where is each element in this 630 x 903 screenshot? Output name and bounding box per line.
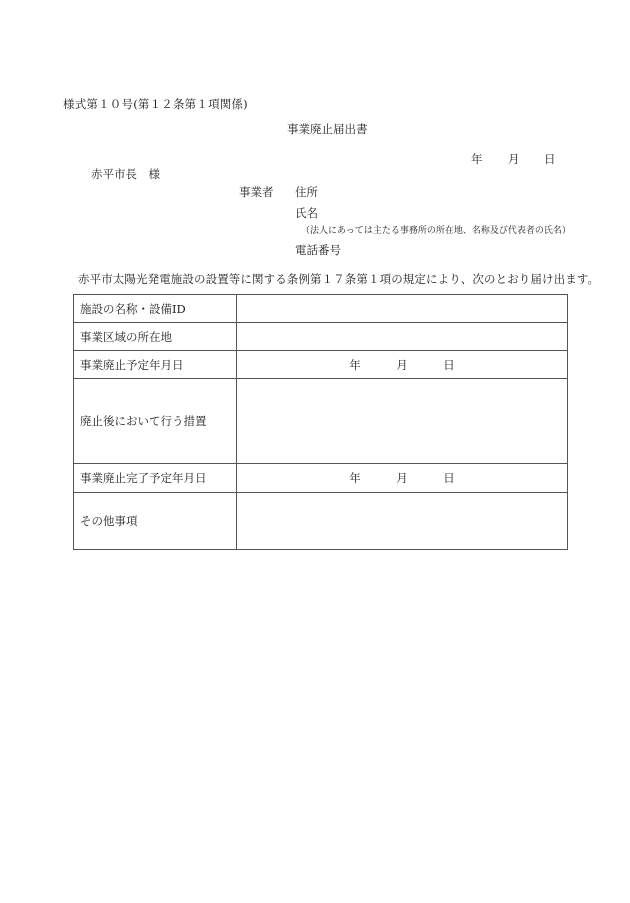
notification-form-table: [73, 294, 568, 550]
table-row: [74, 379, 568, 464]
field-other-matters[interactable]: [237, 493, 568, 550]
row-label-planned-abolition-date: 事業廃止予定年月日: [74, 351, 237, 379]
date-year-label: 年: [349, 471, 361, 485]
document-title: 事業廃止届出書: [287, 122, 368, 136]
date-month-label: 月: [508, 152, 520, 166]
date-day-label: 日: [544, 152, 556, 166]
row-label-location: 事業区域の所在地: [74, 323, 237, 351]
date-day-label: 日: [443, 471, 455, 485]
table-row: [74, 323, 568, 351]
field-completion-date[interactable]: [237, 464, 568, 493]
date-month-label: 月: [396, 357, 408, 372]
field-facility-name[interactable]: [237, 295, 568, 323]
name-label: 氏名: [295, 206, 318, 220]
row-label-completion-date: 事業廃止完了予定年月日: [74, 464, 237, 493]
intro-text: 赤平市太陽光発電施設の設置等に関する条例第１７条第１項の規定により、次のとおり届け出ます。: [78, 272, 600, 286]
field-planned-abolition-date[interactable]: [237, 351, 568, 379]
table-row: [74, 295, 568, 323]
addressee: 赤平市長 様: [91, 167, 160, 181]
date-month-label: 月: [396, 471, 408, 485]
table-row: [74, 493, 568, 550]
applicant-label: 事業者: [239, 185, 274, 199]
row-label-facility-name: 施設の名称・設備ID: [74, 295, 237, 323]
field-location[interactable]: [237, 323, 568, 351]
table-row: [74, 351, 568, 379]
form-number: 様式第１０号(第１２条第１項関係): [63, 97, 248, 111]
phone-label: 電話番号: [295, 243, 341, 257]
name-note: （法人にあっては主たる事務所の所在地、名称及び代表者の氏名）: [301, 226, 571, 236]
address-label: 住所: [295, 185, 318, 199]
table-row: [74, 464, 568, 493]
row-label-other-matters: その他事項: [74, 493, 237, 550]
field-post-abolition-measures[interactable]: [237, 379, 568, 464]
date-year-label: 年: [471, 152, 483, 166]
date-year-label: 年: [349, 357, 361, 372]
row-label-post-abolition-measures: 廃止後において行う措置: [74, 379, 237, 464]
date-day-label: 日: [443, 357, 455, 372]
submission-date: [471, 152, 556, 166]
